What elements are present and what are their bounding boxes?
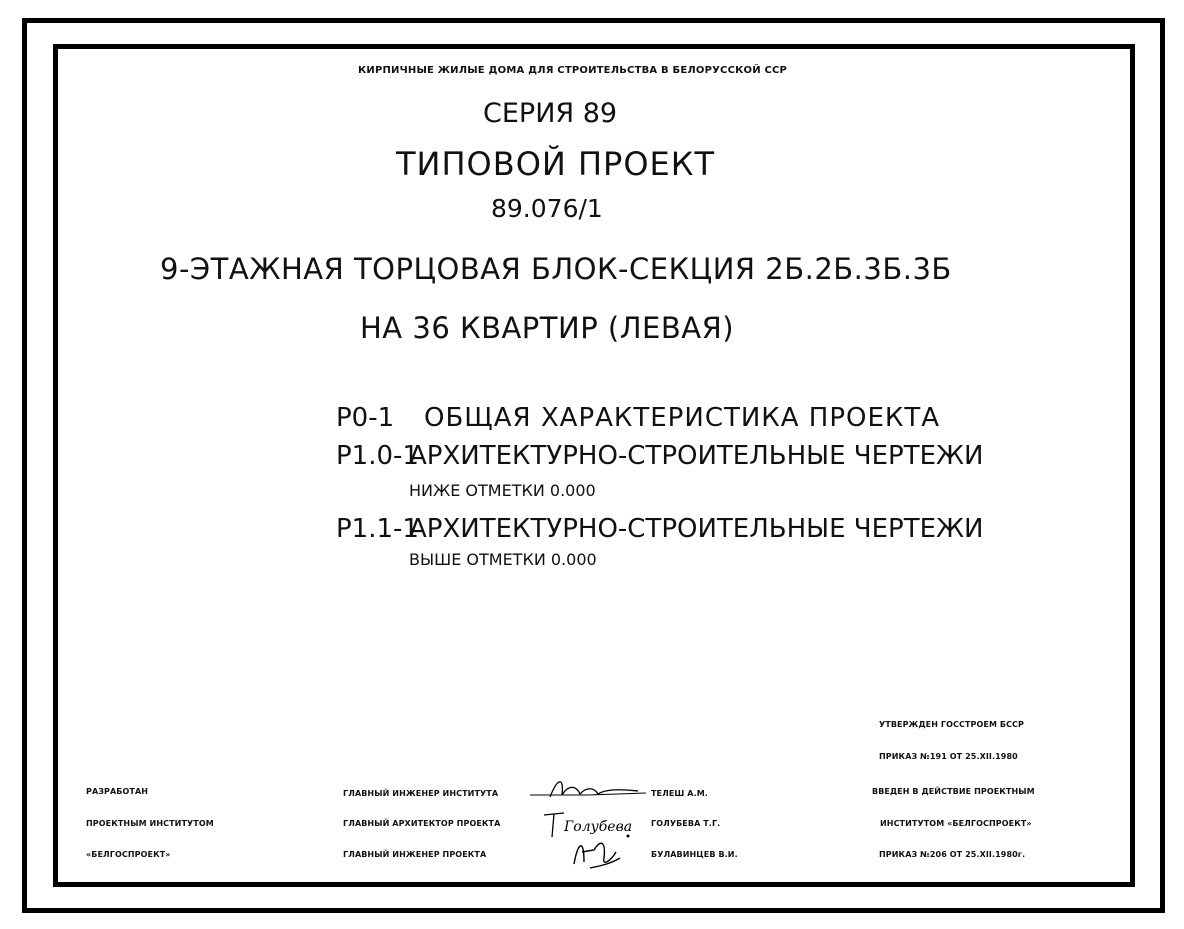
signature-text: Голубева bbox=[564, 819, 633, 835]
contents-title: ОБЩАЯ ХАРАКТЕРИСТИКА ПРОЕКТА bbox=[424, 403, 941, 433]
contents-subtitle: ВЫШЕ ОТМЕТКИ 0.000 bbox=[409, 550, 597, 569]
signatory-name: ГОЛУБЕВА Т.Г. bbox=[651, 819, 721, 828]
signatory-role: ГЛАВНЫЙ ИНЖЕНЕР ИНСТИТУТА bbox=[343, 789, 499, 798]
signature-chief-engineer bbox=[528, 775, 648, 805]
approval-line: ИНСТИТУТОМ «БЕЛГОСПРОЕКТ» bbox=[880, 819, 1032, 828]
project-type: ТИПОВОЙ ПРОЕКТ bbox=[396, 145, 716, 183]
contents-title: АРХИТЕКТУРНО-СТРОИТЕЛЬНЫЕ ЧЕРТЕЖИ bbox=[409, 514, 984, 544]
contents-code: Р1.1-1 bbox=[336, 514, 419, 544]
contents-code: Р1.0-1 bbox=[336, 441, 419, 471]
approval-line: ПРИКАЗ №206 ОТ 25.XII.1980г. bbox=[879, 850, 1026, 859]
approval-line: ВВЕДЕН В ДЕЙСТВИЕ ПРОЕКТНЫМ bbox=[872, 787, 1035, 796]
signatory-name: ТЕЛЕШ А.М. bbox=[651, 789, 708, 798]
developer-line: ПРОЕКТНЫМ ИНСТИТУТОМ bbox=[86, 819, 214, 828]
signature-project-engineer bbox=[560, 832, 630, 872]
title-line-2: НА 36 КВАРТИР (ЛЕВАЯ) bbox=[360, 311, 735, 345]
signatory-name: БУЛАВИНЦЕВ В.И. bbox=[651, 850, 738, 859]
developer-line: РАЗРАБОТАН bbox=[86, 787, 149, 796]
signatory-role: ГЛАВНЫЙ АРХИТЕКТОР ПРОЕКТА bbox=[343, 819, 501, 828]
developer-line: «БЕЛГОСПРОЕКТ» bbox=[86, 850, 171, 859]
signatory-role: ГЛАВНЫЙ ИНЖЕНЕР ПРОЕКТА bbox=[343, 850, 487, 859]
header-note: КИРПИЧНЫЕ ЖИЛЫЕ ДОМА ДЛЯ СТРОИТЕЛЬСТВА В БЕЛОРУССКОЙ ССР bbox=[358, 65, 788, 76]
approval-line: ПРИКАЗ №191 ОТ 25.XII.1980 bbox=[879, 752, 1018, 761]
project-number: 89.076/1 bbox=[491, 194, 603, 223]
contents-code: Р0-1 bbox=[336, 403, 395, 433]
approval-line: УТВЕРЖДЕН ГОССТРОЕМ БССР bbox=[879, 720, 1024, 729]
contents-subtitle: НИЖЕ ОТМЕТКИ 0.000 bbox=[409, 481, 596, 500]
contents-title: АРХИТЕКТУРНО-СТРОИТЕЛЬНЫЕ ЧЕРТЕЖИ bbox=[409, 441, 984, 471]
title-line-1: 9-ЭТАЖНАЯ ТОРЦОВАЯ БЛОК-СЕКЦИЯ 2Б.2Б.3Б.3Б bbox=[160, 252, 952, 286]
series-label: СЕРИЯ 89 bbox=[483, 98, 618, 129]
